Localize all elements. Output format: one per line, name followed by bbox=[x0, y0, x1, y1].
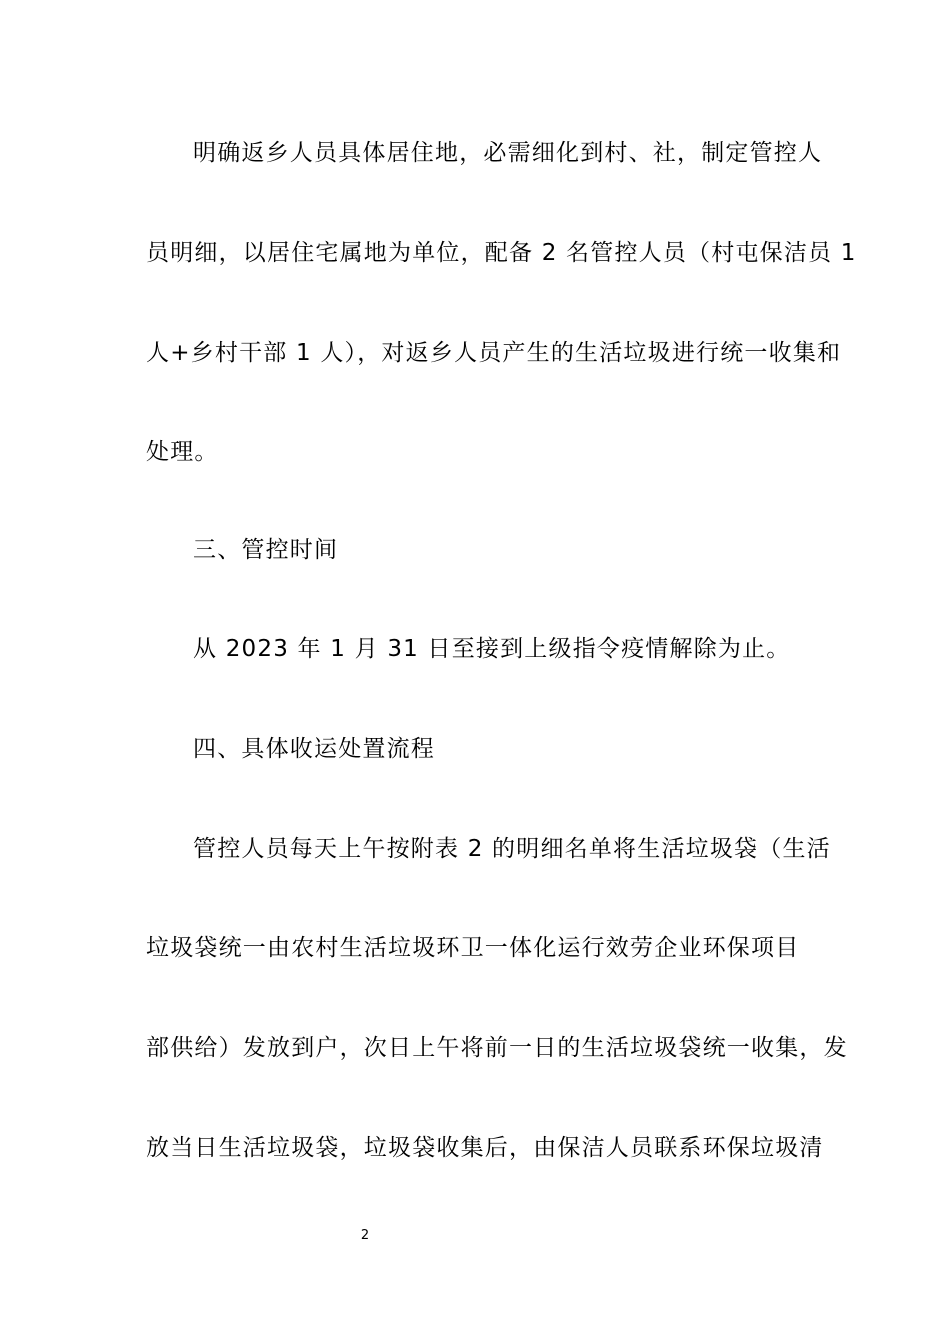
section-heading-collection-process: 四、具体收运处置流程 bbox=[193, 736, 435, 762]
paragraph-line: 明确返乡人员具体居住地，必需细化到村、社，制定管控人 bbox=[193, 140, 823, 166]
paragraph-line: 处理。 bbox=[146, 439, 219, 465]
paragraph-line: 垃圾袋统一由农村生活垃圾环卫一体化运行效劳企业环保项目 bbox=[146, 935, 800, 961]
section-heading-control-time: 三、管控时间 bbox=[193, 537, 339, 563]
paragraph-line: 管控人员每天上午按附表 2 的明细名单将生活垃圾袋（生活 bbox=[193, 836, 831, 862]
paragraph-line: 从 2023 年 1 月 31 日至接到上级指令疫情解除为止。 bbox=[193, 636, 791, 662]
paragraph-line: 部供给）发放到户，次日上午将前一日的生活垃圾袋统一收集，发 bbox=[146, 1035, 848, 1061]
page-number: 2 bbox=[360, 1228, 370, 1243]
paragraph-line: 人+乡村干部 1 人），对返乡人员产生的生活垃圾进行统一收集和 bbox=[146, 340, 842, 366]
paragraph-line: 放当日生活垃圾袋，垃圾袋收集后，由保洁人员联系环保垃圾清 bbox=[146, 1135, 824, 1161]
paragraph-line: 员明细，以居住宅属地为单位，配备 2 名管控人员（村屯保洁员 1 bbox=[146, 240, 857, 266]
